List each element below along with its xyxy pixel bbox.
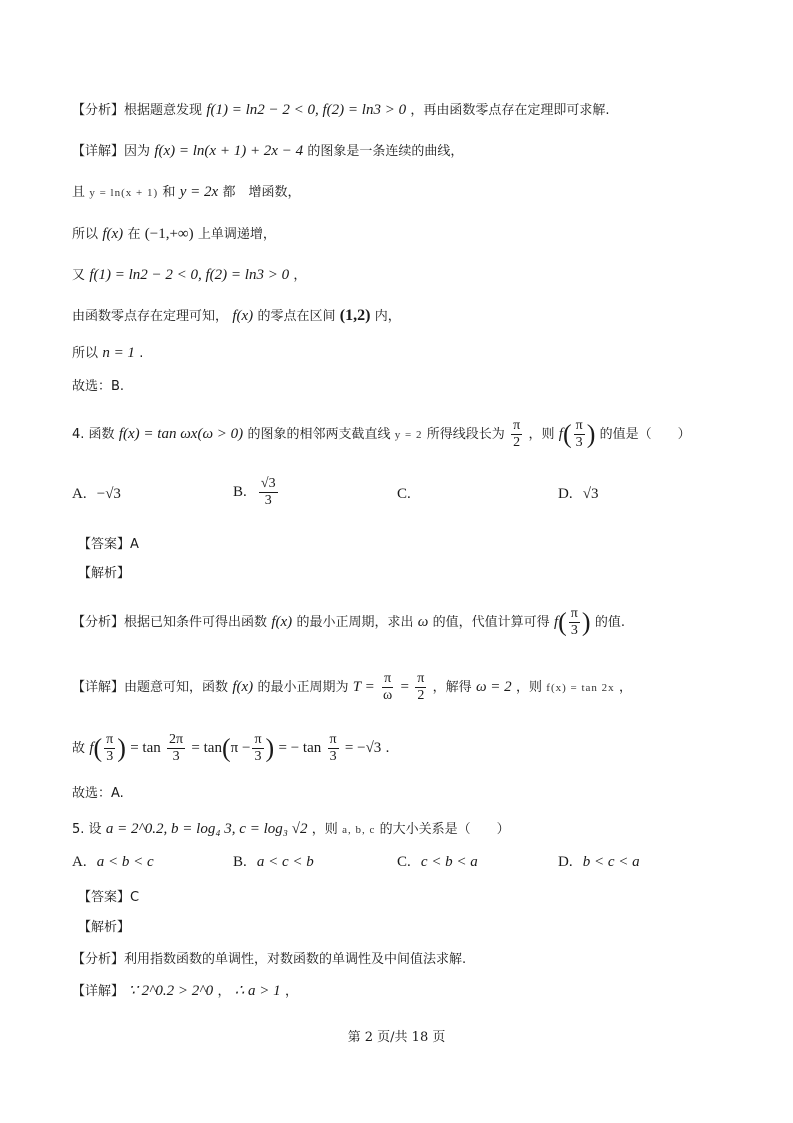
math-expression: ∴ a > 1: [234, 983, 281, 999]
fraction-den: ω: [383, 688, 393, 703]
option-letter: B.: [233, 484, 247, 500]
text: ，: [618, 680, 632, 695]
detail-line-6: [72, 342, 143, 365]
math-expression: n = 1: [102, 345, 135, 361]
fraction-num: √3: [260, 476, 276, 491]
text: 所以: [72, 346, 99, 361]
jiexi: 【解析】: [78, 920, 131, 935]
fraction-num: 2π: [169, 732, 184, 747]
paren-right: ): [581, 607, 591, 637]
text: 故选：B.: [72, 379, 125, 394]
text: 且: [72, 185, 86, 200]
question-text: 的值是（ ）: [599, 427, 691, 442]
option-a: [72, 854, 154, 871]
text: ，则: [515, 680, 542, 695]
detail-line-3: [72, 223, 276, 246]
select-line: [72, 375, 124, 398]
math-expression: =: [400, 679, 409, 695]
math-expression: y = 2: [394, 429, 423, 441]
fraction: [574, 418, 585, 451]
paren-right: ): [586, 419, 596, 449]
option-letter: D.: [558, 486, 573, 502]
fraction-den: 3: [106, 749, 114, 764]
fraction-den: 3: [329, 749, 337, 764]
detail-line-5: [72, 305, 401, 328]
option-d: [558, 854, 640, 871]
answer-line: [78, 533, 139, 556]
math-expression: = tan: [130, 740, 161, 756]
option-d: [558, 486, 598, 503]
option-letter: A.: [72, 854, 87, 870]
jiexi-line: [78, 562, 130, 585]
analysis-line-1: [72, 99, 610, 122]
text: 内，: [374, 309, 401, 324]
math-expression: f(x): [232, 308, 254, 324]
math-expression: a = 2^0.2, b = log₄ 3, c = log₃ √2: [105, 821, 308, 837]
fraction-num: π: [575, 418, 583, 433]
fraction-den: 3: [264, 493, 272, 508]
paren-left: (: [221, 733, 231, 763]
option-letter: B.: [233, 854, 247, 870]
q4-detail: [72, 671, 632, 704]
jiexi-line: [78, 916, 130, 939]
question-number: 5. 设: [72, 822, 102, 837]
fraction: [167, 732, 185, 765]
text: 的最小正周期为: [257, 680, 349, 695]
q4-therefore: [72, 732, 389, 765]
fraction: [104, 732, 115, 765]
paren-right: ): [265, 733, 275, 763]
question-4: [72, 418, 691, 451]
text: 的值.: [594, 615, 625, 630]
math-expression: f(x): [232, 679, 254, 695]
text: .: [385, 740, 390, 756]
math-f: f: [89, 740, 94, 756]
text: 上单调递增，: [197, 227, 276, 242]
page-footer: 第 2 页/共 18 页: [347, 1030, 446, 1045]
option-letter: C.: [397, 854, 411, 870]
math-omega: ω: [417, 614, 429, 630]
fraction-den: 2: [417, 688, 425, 703]
math-expression: y = ln(x + 1): [89, 187, 159, 199]
math-expression: f(1) = ln2 − 2 < 0, f(2) = ln3 > 0: [89, 267, 290, 283]
text: ，: [293, 268, 307, 283]
text: 在: [127, 227, 141, 242]
text: 故选：A.: [72, 786, 124, 801]
q4-select: [72, 782, 124, 805]
fraction: [569, 606, 580, 639]
text: ，解得: [432, 680, 472, 695]
q5-detail: [72, 980, 298, 1003]
math-f: f: [558, 426, 563, 442]
jiexi: 【解析】: [78, 566, 131, 581]
math-expression: f(x) = tan ωx(ω > 0): [118, 426, 244, 442]
option-value: a < b < c: [96, 854, 154, 870]
math-expression: f(x) = ln(x + 1) + 2x − 4: [154, 143, 304, 159]
text: 【分析】根据已知条件可得出函数: [72, 615, 268, 630]
question-text: 的大小关系是（ ）: [379, 822, 510, 837]
analysis-text: 【分析】根据题意发现: [72, 103, 203, 118]
text: 【分析】利用指数函数的单调性，对数函数的单调性及中间值法求解.: [72, 952, 467, 967]
text: 故: [72, 741, 86, 756]
text: 都 增函数，: [222, 185, 301, 200]
math-expression: = tan: [191, 740, 222, 756]
text: 又: [72, 268, 86, 283]
math-expression: f(x): [102, 226, 124, 242]
math-expression: f(x): [271, 614, 293, 630]
text: 【详解】由题意可知，函数: [72, 680, 229, 695]
math-expression: (−1,+∞): [144, 226, 194, 242]
paren-left: (: [93, 733, 103, 763]
fraction-num: π: [513, 418, 521, 433]
math-expression: ∵ 2^0.2 > 2^0: [128, 983, 214, 999]
text: 的值，代值计算可得: [432, 615, 550, 630]
fraction: [511, 418, 522, 451]
option-value: b < c < a: [582, 854, 640, 870]
math-expression: a, b, c: [342, 824, 376, 836]
question-number: 4. 函数: [72, 427, 115, 442]
fraction-num: π: [329, 732, 337, 747]
option-c: [397, 486, 411, 503]
text: 的最小正周期，求出: [296, 615, 414, 630]
answer: 【答案】A: [78, 537, 139, 552]
question-text: ，则: [528, 427, 555, 442]
fraction-den: 3: [172, 749, 180, 764]
detail-text: 的图象是一条连续的曲线，: [307, 144, 464, 159]
fraction: [252, 732, 263, 765]
text: .: [139, 346, 144, 361]
math-expression: = −√3: [344, 740, 382, 756]
analysis-text: ，再由函数零点存在定理即可求解.: [410, 103, 610, 118]
answer: 【答案】C: [78, 890, 140, 905]
text: ，: [284, 984, 298, 999]
fraction: [381, 671, 394, 704]
fraction-den: 3: [570, 623, 578, 638]
option-letter: A.: [72, 486, 87, 502]
detail-text: 【详解】因为: [72, 144, 151, 159]
text: ，: [217, 984, 231, 999]
question-text: ，则: [311, 822, 338, 837]
math-expression: y = 2x: [179, 184, 219, 200]
math-expression: f(x) = tan 2x: [546, 682, 615, 694]
fraction: [415, 671, 426, 704]
option-value: [259, 476, 278, 509]
detail-line-4: [72, 264, 306, 287]
q4-analysis: [72, 606, 625, 639]
fraction-num: π: [254, 732, 262, 747]
fraction-num: π: [570, 606, 578, 621]
fraction-num: π: [106, 732, 114, 747]
text: 所以: [72, 227, 99, 242]
option-value: −√3: [96, 486, 121, 502]
option-b: [233, 854, 314, 871]
fraction-den: 2: [513, 435, 521, 450]
text: 【详解】: [72, 984, 125, 999]
option-c: [397, 854, 478, 871]
fraction-num: π: [417, 671, 425, 686]
question-text: 的图象的相邻两支截直线: [247, 427, 391, 442]
paren-right: ): [117, 733, 126, 763]
detail-line-2: [72, 181, 300, 204]
q5-analysis: [72, 948, 466, 971]
option-letter: C.: [397, 486, 411, 502]
math-expression: (1,2): [339, 307, 371, 324]
math-expression: ω = 2: [475, 679, 512, 695]
paren-left: (: [562, 419, 572, 449]
option-letter: D.: [558, 854, 573, 870]
paren-left: (: [558, 607, 567, 637]
fraction-den: 3: [254, 749, 262, 764]
question-5: [72, 818, 510, 841]
math-f: f: [553, 614, 559, 630]
fraction: [328, 732, 339, 765]
option-value: √3: [582, 486, 599, 502]
question-text: 所得线段长为: [426, 427, 505, 442]
fraction-den: 3: [575, 435, 583, 450]
text: 和: [162, 185, 176, 200]
math-expression: T =: [352, 679, 375, 695]
math-expression: f(1) = ln2 − 2 < 0, f(2) = ln3 > 0: [206, 102, 407, 118]
detail-line-1: [72, 140, 463, 163]
option-value: a < c < b: [256, 854, 314, 870]
math-expression: = − tan: [278, 740, 322, 756]
text: 的零点在区间: [257, 309, 336, 324]
answer-line: [78, 886, 139, 909]
option-a: [72, 486, 121, 503]
option-b: [233, 476, 280, 509]
fraction-num: π: [384, 671, 392, 686]
math-expression: π −: [230, 740, 251, 756]
text: 由函数零点存在定理可知，: [72, 309, 229, 324]
option-value: c < b < a: [420, 854, 478, 870]
